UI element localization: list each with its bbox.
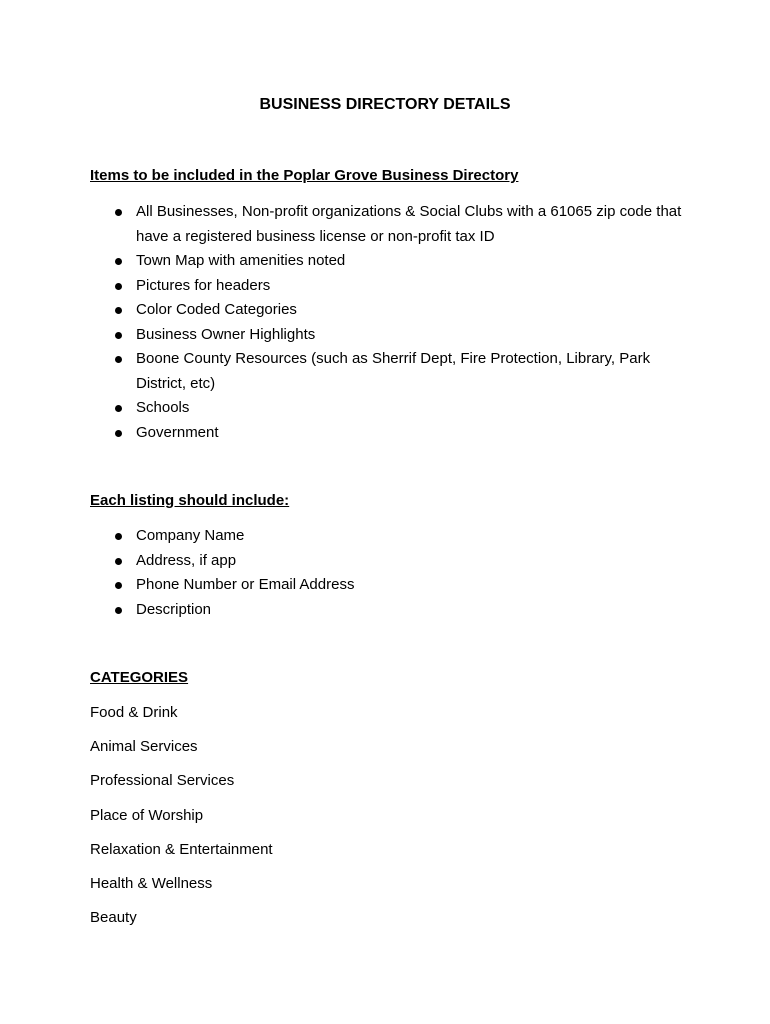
- list-item: Company Name: [90, 524, 690, 549]
- list-item: Description: [90, 598, 690, 623]
- list-item: Phone Number or Email Address: [90, 573, 690, 598]
- category-item: Professional Services: [90, 772, 235, 790]
- list-item: Color Coded Categories: [90, 298, 690, 323]
- list-item: Pictures for headers: [90, 274, 690, 299]
- categories-heading: CATEGORIES: [90, 669, 189, 686]
- included-items-list: [90, 200, 690, 445]
- category-item: Beauty: [90, 909, 137, 927]
- category-item: Animal Services: [90, 738, 198, 756]
- listing-requirements-heading: Each listing should include:: [90, 492, 290, 509]
- list-item: Schools: [90, 396, 690, 421]
- document-title: BUSINESS DIRECTORY DETAILS: [259, 96, 511, 113]
- category-item: Food & Drink: [90, 704, 178, 721]
- list-item: All Businesses, Non-profit organizations & Social Clubs with a 61065 zip code that have a registered business license or non-profit tax ID: [90, 200, 690, 249]
- list-item: Address, if app: [90, 549, 690, 574]
- list-item: Boone County Resources (such as Sherrif Dept, Fire Protection, Library, Park District, etc): [90, 347, 690, 396]
- categories-list: [90, 703, 273, 942]
- listing-requirements-list: [90, 524, 690, 622]
- list-item: Business Owner Highlights: [90, 323, 690, 348]
- list-item: Town Map with amenities noted: [90, 249, 690, 274]
- category-item: Health & Wellness: [90, 874, 213, 892]
- category-item: Relaxation & Entertainment: [90, 840, 273, 858]
- list-item: Government: [90, 421, 690, 446]
- category-item: Place of Worship: [90, 806, 204, 824]
- included-items-heading: Items to be included in the Poplar Grove Business Directory: [90, 167, 519, 184]
